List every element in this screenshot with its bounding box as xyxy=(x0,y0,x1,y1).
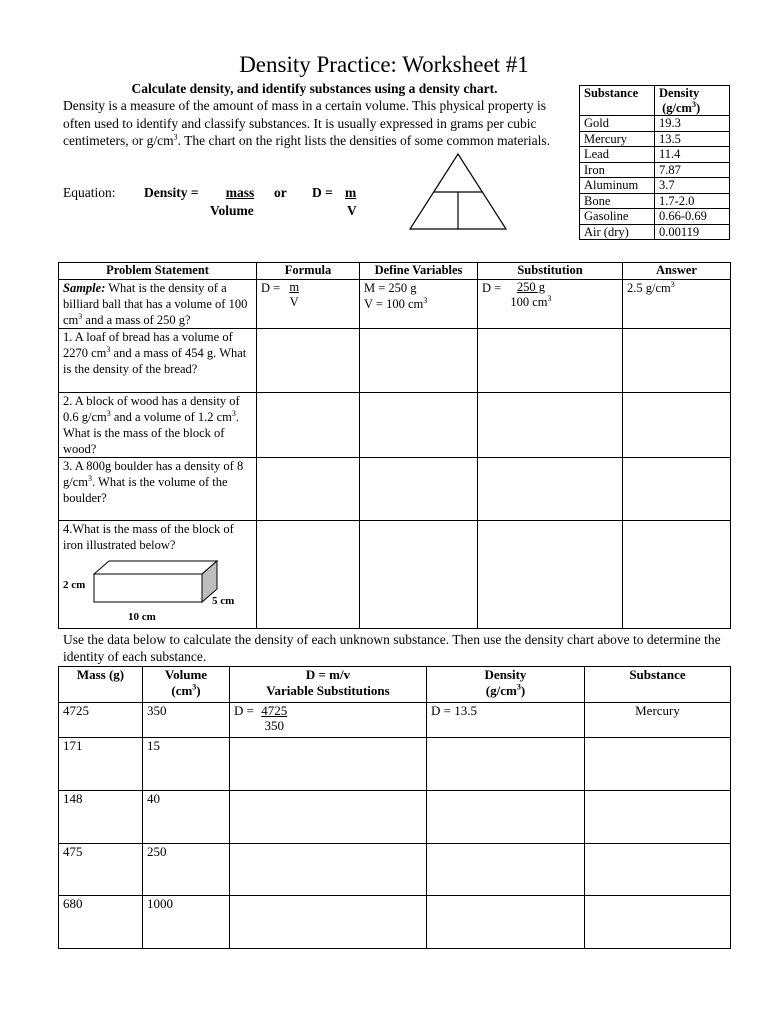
equation-volume: Volume xyxy=(210,203,254,218)
mass-cell: 171 xyxy=(59,738,143,791)
mass-cell: 475 xyxy=(59,844,143,896)
volume-cell: 1000 xyxy=(143,896,230,949)
header-define-variables: Define Variables xyxy=(360,263,478,280)
header-substitution: Substitution xyxy=(478,263,623,280)
answer-cell[interactable] xyxy=(478,521,623,629)
density-cell: 7.87 xyxy=(655,162,730,178)
table-row xyxy=(59,791,731,844)
header-substance: Substance xyxy=(585,667,731,703)
density-cell: D = 13.5 xyxy=(427,703,585,738)
equation-mass: mass xyxy=(225,185,255,200)
substance-cell: Gasoline xyxy=(580,209,655,225)
answer-cell[interactable] xyxy=(585,844,731,896)
substance-cell: Iron xyxy=(580,162,655,178)
substance-cell: Mercury xyxy=(585,703,731,738)
answer-cell[interactable] xyxy=(360,393,478,458)
dimension-length-label: 10 cm xyxy=(128,611,156,623)
answer-cell[interactable] xyxy=(360,329,478,393)
density-chart-header-substance: Substance xyxy=(580,86,655,116)
equation-or: or xyxy=(274,185,287,200)
answer-cell[interactable] xyxy=(427,791,585,844)
unknown-substances-table xyxy=(58,666,731,949)
volume-cell: 250 xyxy=(143,844,230,896)
answer-cell[interactable] xyxy=(427,896,585,949)
problem-2-statement: 2. A block of wood has a density of 0.6 $g/cm^3$ and a volume of 1.2 $cm^3$. What is the mass of the block of wood? xyxy=(59,393,257,458)
table-row xyxy=(59,703,731,738)
density-cell: 0.00119 xyxy=(655,224,730,240)
dimension-depth-label: 5 cm xyxy=(212,595,235,607)
answer-cell[interactable] xyxy=(585,738,731,791)
answer-cell[interactable] xyxy=(257,458,360,521)
answer-cell[interactable] xyxy=(585,896,731,949)
answer-cell[interactable] xyxy=(478,458,623,521)
density-chart-table xyxy=(579,85,730,240)
density-triangle-diagram xyxy=(408,152,508,232)
answer-cell[interactable] xyxy=(478,393,623,458)
sample-substitution: D = 250 g 100 $cm^3$ xyxy=(478,280,623,329)
page-title: Density Practice: Worksheet #1 xyxy=(239,52,529,77)
answer-cell[interactable] xyxy=(478,329,623,393)
intro-paragraph: Density is a measure of the amount of mass in a certain volume. This physical property is often used to identify and classify substances. It is usually expressed in grams per cubic centimeters, or $g/cm^3$. The chart on the right lists the densities of some common materials. xyxy=(63,98,551,148)
table-row xyxy=(580,147,730,163)
sample-problem: Sample: What is the density of a billiard ball that has a volume of 100 $cm^3$ and a mass of 250 g? xyxy=(59,280,257,329)
header-mass: Mass (g) xyxy=(59,667,143,703)
substance-cell: Mercury xyxy=(580,131,655,147)
table-row xyxy=(580,193,730,209)
answer-cell[interactable] xyxy=(427,844,585,896)
header-volume: Volume $(cm^3)$ xyxy=(143,667,230,703)
volume-cell: 350 xyxy=(143,703,230,738)
answer-cell[interactable] xyxy=(257,329,360,393)
answer-cell[interactable] xyxy=(360,521,478,629)
answer-cell[interactable] xyxy=(257,393,360,458)
problem-1-statement: 1. A loaf of bread has a volume of 2270 $cm^3$ and a mass of 454 g. What is the density of the bread? xyxy=(59,329,257,393)
volume-cell: 40 xyxy=(143,791,230,844)
substance-cell: Aluminum xyxy=(580,178,655,194)
header-density: Density $(g/cm^3)$ xyxy=(427,667,585,703)
sample-formula: $D = \frac{m}{V}$ xyxy=(257,280,360,329)
dimension-height-label: 2 cm xyxy=(63,579,86,591)
table-row xyxy=(580,209,730,225)
table-row xyxy=(580,224,730,240)
answer-cell[interactable] xyxy=(623,521,731,629)
iron-block-diagram xyxy=(89,559,224,609)
table-row xyxy=(59,896,731,949)
substitution-cell: $D = \frac{4725}{350}$ xyxy=(230,703,427,738)
answer-cell[interactable] xyxy=(230,738,427,791)
answer-cell[interactable] xyxy=(230,896,427,949)
problem-3-statement: 3. A 800g boulder has a density of 8 $g/cm^3$. What is the volume of the boulder? xyxy=(59,458,257,521)
volume-cell: 15 xyxy=(143,738,230,791)
problem-row-2 xyxy=(59,393,731,458)
answer-cell[interactable] xyxy=(230,844,427,896)
subtitle: Calculate density, and identify substances using a density chart. xyxy=(131,81,498,96)
table-row xyxy=(59,844,731,896)
table-row xyxy=(59,738,731,791)
density-chart-header-density: Density $(g/cm^3)$ xyxy=(655,86,730,116)
table-row xyxy=(580,178,730,194)
density-cell: 11.4 xyxy=(655,147,730,163)
header-problem-statement: Problem Statement xyxy=(59,263,257,280)
density-cell: 3.7 xyxy=(655,178,730,194)
substance-cell: Air (dry) xyxy=(580,224,655,240)
density-cell: 0.66-0.69 xyxy=(655,209,730,225)
table-row xyxy=(580,131,730,147)
equation-m: m xyxy=(345,185,357,200)
answer-cell[interactable] xyxy=(230,791,427,844)
equation-label: Equation: xyxy=(63,185,116,200)
sample-answer: 2.5 $g/cm^3$ xyxy=(623,280,731,329)
answer-cell[interactable] xyxy=(360,458,478,521)
answer-cell[interactable] xyxy=(623,458,731,521)
answer-cell[interactable] xyxy=(623,329,731,393)
substance-cell: Lead xyxy=(580,147,655,163)
problem-row-4 xyxy=(59,521,731,629)
mass-cell: 148 xyxy=(59,791,143,844)
header-variable-substitutions: D = m/v Variable Substitutions xyxy=(230,667,427,703)
table-row xyxy=(580,162,730,178)
equation-d-lhs: D = xyxy=(312,185,333,200)
sample-row xyxy=(59,280,731,329)
problem-4-statement: 4.What is the mass of the block of iron illustrated below? 2 cm 5 cm 10 cm xyxy=(59,521,257,629)
mass-cell: 680 xyxy=(59,896,143,949)
problem-row-3 xyxy=(59,458,731,521)
sample-variables: M = 250 g V = 100 $cm^3$ xyxy=(360,280,478,329)
problems-table xyxy=(58,262,731,629)
substance-cell: Gold xyxy=(580,116,655,132)
substance-cell: Bone xyxy=(580,193,655,209)
answer-cell[interactable] xyxy=(585,791,731,844)
density-cell: 13.5 xyxy=(655,131,730,147)
density-cell: 19.3 xyxy=(655,116,730,132)
table-row xyxy=(580,116,730,132)
header-answer: Answer xyxy=(623,263,731,280)
problem-row-1 xyxy=(59,329,731,393)
header-formula: Formula xyxy=(257,263,360,280)
answer-cell[interactable] xyxy=(623,393,731,458)
density-cell: 1.7-2.0 xyxy=(655,193,730,209)
answer-cell[interactable] xyxy=(257,521,360,629)
data-instructions: Use the data below to calculate the density of each unknown substance. Then use the density chart above to determine the identity of each substance. xyxy=(63,632,721,664)
equation-density-lhs: Density = xyxy=(144,185,199,200)
mass-cell: 4725 xyxy=(59,703,143,738)
answer-cell[interactable] xyxy=(427,738,585,791)
equation-v: V xyxy=(347,203,357,218)
